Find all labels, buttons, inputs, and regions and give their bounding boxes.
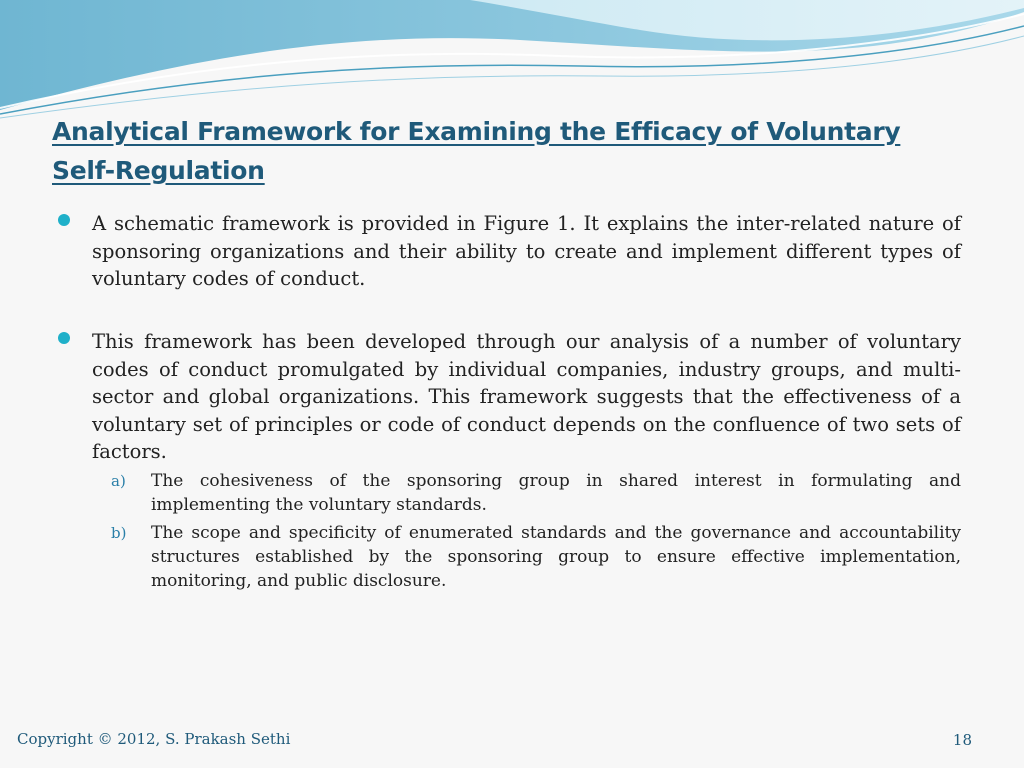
bullet-icon bbox=[58, 330, 76, 348]
bullet-paragraph-2: This framework has been developed through our analysis of a number of voluntary codes of conduct promulgated by individual companies, industry groups, and multi-sector and global organizations. This framework suggests that the effectiveness of a voluntary set of principles or code of conduct depends on the confluence of two sets of factors. bbox=[92, 330, 961, 463]
sub-item-text-a: The cohesiveness of the sponsoring group in shared interest in formulating and implementing the voluntary standards. bbox=[151, 471, 961, 515]
bullet-icon bbox=[58, 212, 76, 230]
sub-item-marker-b: b) bbox=[111, 524, 127, 542]
bullet-paragraph-1: A schematic framework is provided in Figure 1. It explains the inter-related nature of sponsoring organizations and their ability to create and implement different types of voluntary codes of conduct. bbox=[92, 212, 961, 290]
copyright-footer: Copyright © 2012, S. Prakash Sethi bbox=[17, 730, 291, 748]
sub-item-marker-a: a) bbox=[111, 472, 126, 490]
header-wave-decoration bbox=[0, 0, 1024, 120]
slide-title: Analytical Framework for Examining the Efficacy of Voluntary Self-Regulation bbox=[52, 117, 901, 185]
sub-item-text-b: The scope and specificity of enumerated standards and the governance and accountability structures established by the sponsoring group to ensure effective implementation, monitoring, and public disclosure. bbox=[151, 523, 961, 591]
page-number: 18 bbox=[952, 731, 972, 749]
